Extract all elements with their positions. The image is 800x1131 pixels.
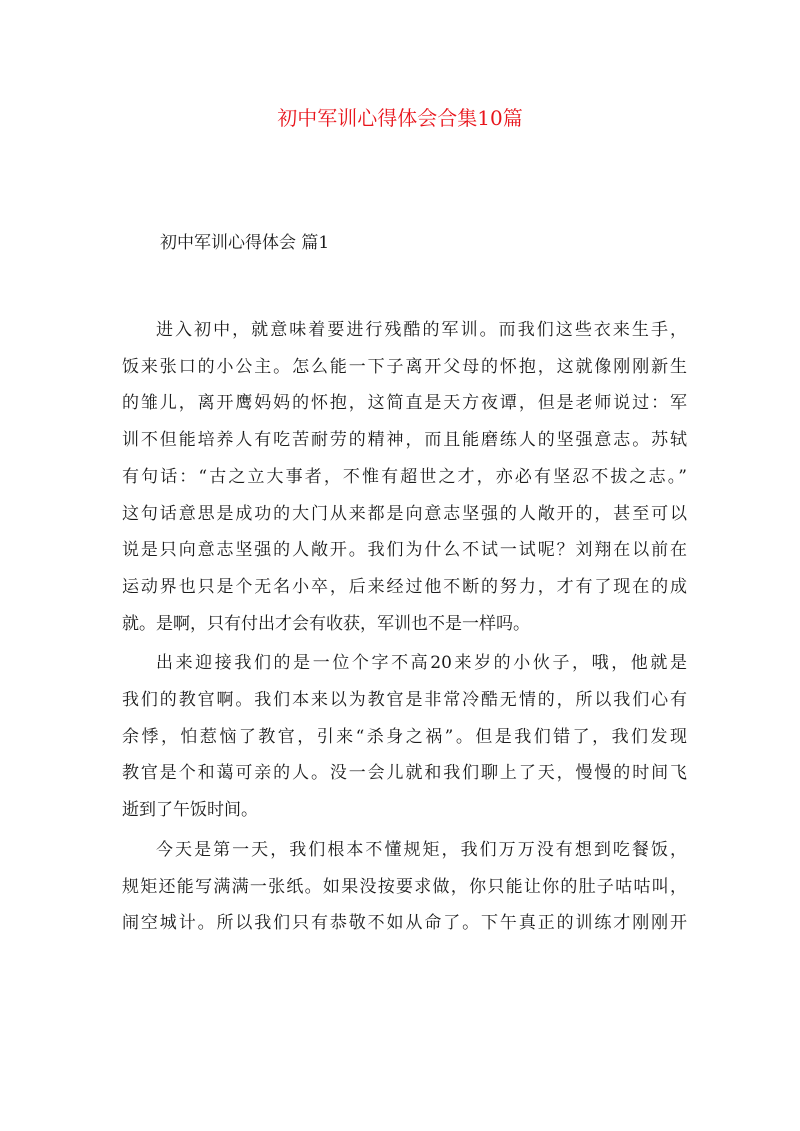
paragraph-line: 教官是个和蔼可亲的人。没一会儿就和我们聊上了天，慢慢的时间飞 xyxy=(122,763,687,784)
paragraph-line: 饭来张口的小公主。怎么能一下子离开父母的怀抱，这就像刚刚新生 xyxy=(122,356,687,377)
document-title: 初中军训心得体会合集10篇 xyxy=(277,106,523,130)
paragraph-line: 规矩还能写满满一张纸。如果没按要求做，你只能让你的肚子咕咕叫， xyxy=(122,876,687,897)
paragraph-3 xyxy=(122,832,687,942)
paragraph-line: 的雏儿，离开鹰妈妈的怀抱，这简直是天方夜谭，但是老师说过：军 xyxy=(122,393,687,414)
paragraph-line: 有句话：“古之立大事者，不惟有超世之才，亦必有坚忍不拔之志。” xyxy=(122,466,687,487)
document-body xyxy=(122,312,687,942)
paragraph-line: 今天是第一天，我们根本不懂规矩，我们万万没有想到吃餐饭， xyxy=(156,839,687,860)
paragraph-line: 这句话意思是成功的大门从来都是向意志坚强的人敞开的，甚至可以 xyxy=(122,503,687,524)
paragraph-line: 训不但能培养人有吃苦耐劳的精神，而且能磨练人的坚强意志。苏轼 xyxy=(122,430,687,451)
paragraph-line: 出来迎接我们的是一位个字不高20来岁的小伙子，哦，他就是 xyxy=(156,653,687,674)
paragraph-2 xyxy=(122,645,687,829)
paragraph-1 xyxy=(122,312,687,642)
paragraph-line: 逝到了午饭时间。 xyxy=(122,800,258,821)
section-heading: 初中军训心得体会 篇1 xyxy=(160,233,330,253)
paragraph-line: 闹空城计。所以我们只有恭敬不如从命了。下午真正的训练才刚刚开 xyxy=(122,913,687,934)
paragraph-line: 就。是啊，只有付出才会有收获，军训也不是一样吗。 xyxy=(122,613,530,634)
paragraph-line: 余悸，怕惹恼了教官，引来“杀身之祸”。但是我们错了，我们发现 xyxy=(122,726,687,747)
paragraph-line: 我们的教官啊。我们本来以为教官是非常冷酷无情的，所以我们心有 xyxy=(122,690,687,711)
paragraph-line: 说是只向意志坚强的人敞开。我们为什么不试一试呢？刘翔在以前在 xyxy=(122,540,687,561)
paragraph-line: 运动界也只是个无名小卒，后来经过他不断的努力，才有了现在的成 xyxy=(122,576,687,597)
paragraph-line: 进入初中，就意味着要进行残酷的军训。而我们这些衣来生手， xyxy=(156,320,687,340)
